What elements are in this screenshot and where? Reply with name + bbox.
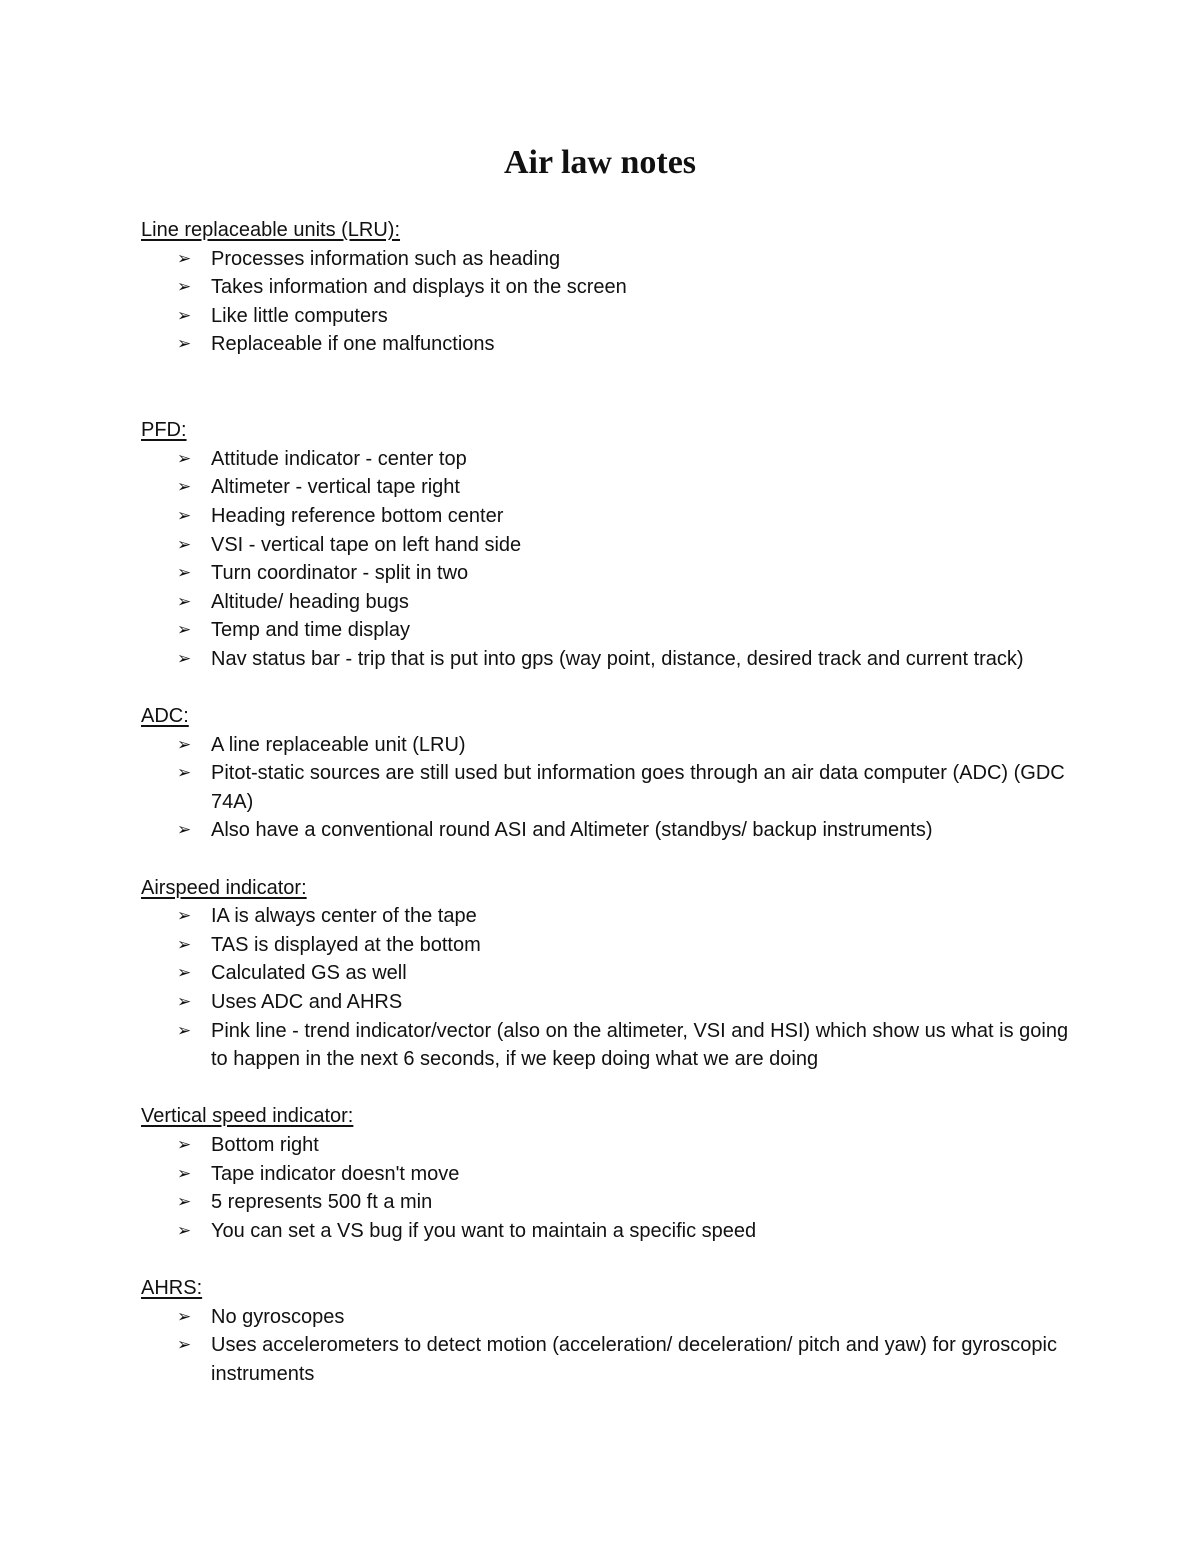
list-item-text: Temp and time display xyxy=(211,619,410,642)
section-heading: Airspeed indicator: xyxy=(141,876,307,899)
list-item-text: Turn coordinator - split in two xyxy=(211,562,469,585)
arrow-bullet-icon: ➢ xyxy=(177,591,192,612)
arrow-bullet-icon: ➢ xyxy=(177,1335,192,1356)
list-item xyxy=(141,559,1081,588)
arrow-bullet-icon: ➢ xyxy=(177,1163,192,1184)
list-item xyxy=(141,959,1081,988)
list-item-text: You can set a VS bug if you want to maintain a specific speed xyxy=(211,1219,757,1242)
bullet-list xyxy=(141,445,1081,674)
arrow-bullet-icon: ➢ xyxy=(177,620,192,641)
section-spacer xyxy=(141,1245,1081,1274)
arrow-bullet-icon: ➢ xyxy=(177,648,192,669)
arrow-bullet-icon: ➢ xyxy=(177,934,192,955)
list-item xyxy=(141,588,1081,617)
list-item xyxy=(141,245,1081,274)
list-item xyxy=(141,1303,1081,1332)
arrow-bullet-icon: ➢ xyxy=(177,305,192,326)
list-item xyxy=(141,816,1081,845)
list-item xyxy=(141,531,1081,560)
notes-body xyxy=(141,216,1081,1388)
arrow-bullet-icon: ➢ xyxy=(177,1192,192,1213)
section-adc xyxy=(141,702,1081,845)
list-item xyxy=(141,616,1081,645)
list-item xyxy=(141,645,1081,674)
arrow-bullet-icon: ➢ xyxy=(177,505,192,526)
list-item-text: Takes information and displays it on the screen xyxy=(211,276,627,299)
arrow-bullet-icon: ➢ xyxy=(177,1135,192,1155)
list-item xyxy=(141,473,1081,502)
list-item-text: Heading reference bottom center xyxy=(211,504,504,527)
list-item xyxy=(141,445,1081,474)
list-item-text: Altimeter - vertical tape right xyxy=(211,476,460,499)
list-item xyxy=(141,1160,1081,1189)
list-item xyxy=(141,1131,1081,1160)
list-item-text: Uses accelerometers to detect motion (acceleration/ deceleration/ pitch and yaw) for gyroscopic instruments xyxy=(211,1334,1057,1385)
list-item-text: Calculated GS as well xyxy=(211,962,407,985)
section-heading: Line replaceable units (LRU): xyxy=(141,219,401,241)
section-heading: AHRS: xyxy=(141,1276,203,1299)
list-item xyxy=(141,731,1081,760)
list-item-text: VSI - vertical tape on left hand side xyxy=(211,533,522,556)
section-vertical-speed-indicator xyxy=(141,1102,1081,1245)
list-item xyxy=(141,302,1081,331)
bullet-list xyxy=(141,902,1081,1074)
list-item-text: No gyroscopes xyxy=(211,1305,345,1328)
arrow-bullet-icon: ➢ xyxy=(177,1306,192,1327)
list-item xyxy=(141,1188,1081,1217)
arrow-bullet-icon: ➢ xyxy=(177,734,192,755)
section-heading: ADC: xyxy=(141,705,189,728)
list-item-text: Attitude indicator - center top xyxy=(211,447,467,470)
list-item xyxy=(141,931,1081,960)
list-item-text: Also have a conventional round ASI and Altimeter (standbys/ backup instruments) xyxy=(211,819,933,842)
list-item xyxy=(141,330,1081,359)
list-item-text: Altitude/ heading bugs xyxy=(211,590,409,613)
list-item-text: Tape indicator doesn't move xyxy=(211,1162,460,1185)
list-item xyxy=(141,1331,1081,1388)
arrow-bullet-icon: ➢ xyxy=(177,1020,192,1041)
section-heading: Vertical speed indicator: xyxy=(141,1105,354,1128)
list-item-text: Uses ADC and AHRS xyxy=(211,991,403,1014)
arrow-bullet-icon: ➢ xyxy=(177,763,192,784)
section-spacer xyxy=(141,359,1081,416)
section-spacer xyxy=(141,674,1081,703)
arrow-bullet-icon: ➢ xyxy=(177,534,192,555)
list-item xyxy=(141,273,1081,302)
bullet-list xyxy=(141,245,1081,359)
arrow-bullet-icon: ➢ xyxy=(177,906,192,927)
arrow-bullet-icon: ➢ xyxy=(177,334,192,355)
list-item-text: TAS is displayed at the bottom xyxy=(211,933,481,956)
list-item xyxy=(141,1217,1081,1246)
arrow-bullet-icon: ➢ xyxy=(177,563,192,584)
list-item-text: Bottom right xyxy=(211,1134,319,1156)
arrow-bullet-icon: ➢ xyxy=(177,820,192,841)
bullet-list xyxy=(141,1303,1081,1389)
list-item-text: Pink line - trend indicator/vector (also on the altimeter, VSI and HSI) which show us what is going to happen in the next 6 seconds, if we keep doing what we are doing xyxy=(211,1019,1069,1071)
list-item-text: IA is always center of the tape xyxy=(211,905,477,928)
section-spacer xyxy=(141,845,1081,874)
list-item xyxy=(141,988,1081,1017)
list-item-text: Pitot-static sources are still used but information goes through an air data computer (ADC) (GDC 74A) xyxy=(211,762,1065,813)
arrow-bullet-icon: ➢ xyxy=(177,992,192,1013)
list-item-text: Processes information such as heading xyxy=(211,247,561,270)
list-item-text: 5 represents 500 ft a min xyxy=(211,1191,433,1214)
arrow-bullet-icon: ➢ xyxy=(177,1220,192,1241)
arrow-bullet-icon: ➢ xyxy=(177,477,192,498)
list-item-text: Like little computers xyxy=(211,304,388,327)
arrow-bullet-icon: ➢ xyxy=(177,448,192,469)
list-item xyxy=(141,902,1081,931)
section-lru xyxy=(141,216,1081,359)
list-item xyxy=(141,1017,1081,1074)
arrow-bullet-icon: ➢ xyxy=(177,963,192,984)
list-item-text: Replaceable if one malfunctions xyxy=(211,333,495,356)
section-spacer xyxy=(141,1074,1081,1103)
arrow-bullet-icon: ➢ xyxy=(177,248,192,269)
page-title: Air law notes xyxy=(503,144,697,181)
arrow-bullet-icon: ➢ xyxy=(177,277,192,298)
list-item-text: A line replaceable unit (LRU) xyxy=(211,733,466,756)
bullet-list xyxy=(141,1131,1081,1245)
section-ahrs xyxy=(141,1274,1081,1388)
list-item xyxy=(141,502,1081,531)
section-pfd xyxy=(141,416,1081,673)
section-heading: PFD: xyxy=(141,419,187,442)
list-item-text: Nav status bar - trip that is put into gps (way point, distance, desired track and current track) xyxy=(211,647,1024,670)
section-airspeed-indicator xyxy=(141,874,1081,1074)
list-item xyxy=(141,759,1081,816)
bullet-list xyxy=(141,731,1081,845)
